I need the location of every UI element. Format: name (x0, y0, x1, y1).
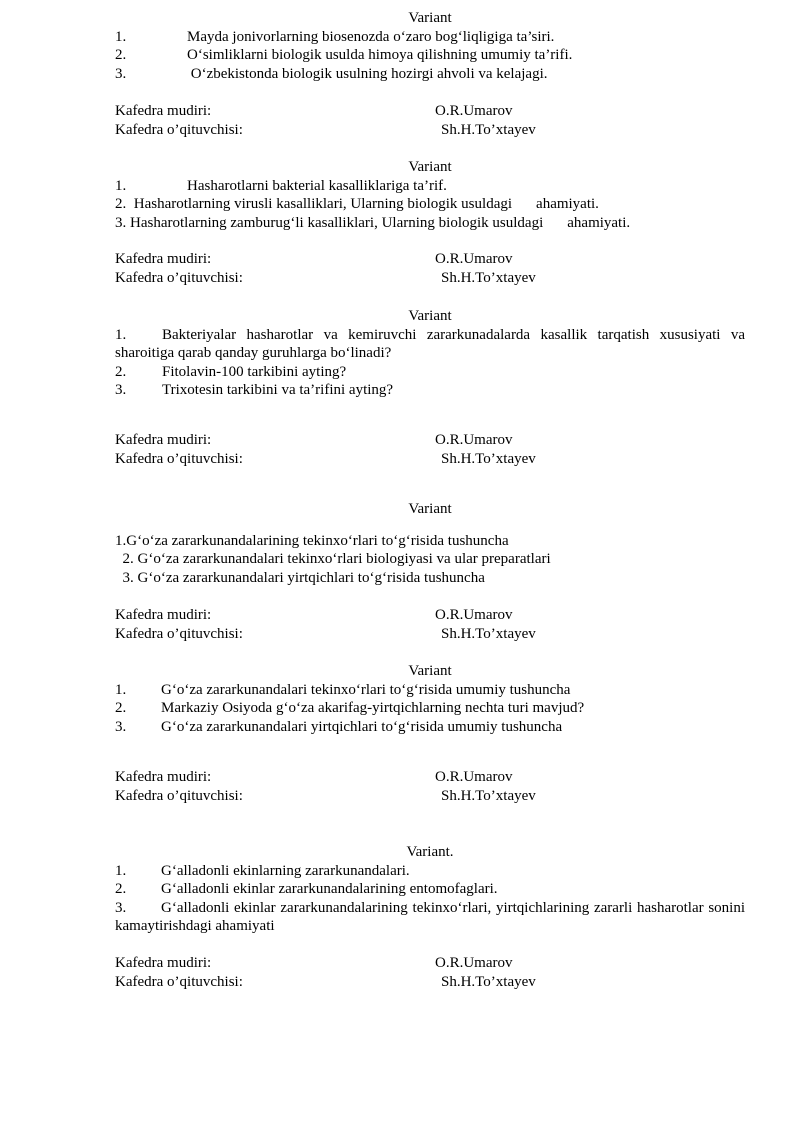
signature-block (115, 954, 745, 991)
head-label: Kafedra mudiri: (115, 103, 212, 119)
teacher-name: Sh.H.To’xtayev (441, 121, 536, 138)
question-item: 1. G‘o‘za zararkunandalari tekinxo‘rlari to‘g‘risida umumiy tushuncha (115, 681, 571, 698)
teacher-label: Kafedra o’qituvchisi: (115, 450, 243, 467)
question-item: 1. Mayda jonivorlarning biosenozda o‘zaro bog‘liqligiga ta’siri. (115, 28, 555, 45)
variant-section-2 (115, 158, 745, 232)
question-item: 2. Hasharotlarning virusli kasalliklari, Ularning biologik usuldagi ahamiyati. (115, 196, 599, 213)
question-item: 3. G‘o‘za zararkunandalari yirtqichlari to‘g‘risida tushuncha (115, 569, 485, 586)
teacher-name: Sh.H.To’xtayev (441, 787, 536, 804)
head-name: O.R.Umarov (435, 251, 513, 267)
question-item: 1. Bakteriyalar hasharotlar va kemiruvchi zararkunadalarda kasallik tarqatish xususiyati va sharoitiga qarab qanday guruhlarga bo‘linadi? (115, 326, 745, 362)
head-label: Kafedra mudiri: (115, 769, 212, 785)
question-item: 2. Fitolavin-100 tarkibini ayting? (115, 363, 347, 380)
variant-title: Variant (408, 663, 452, 679)
variant-section-3 (115, 307, 745, 400)
signature-block (115, 431, 745, 468)
variant-title: Variant. (406, 844, 454, 860)
question-item: 3. Hasharotlarning zamburug‘li kasalliklari, Ularning biologik usuldagi ahamiyati. (115, 214, 631, 231)
teacher-name: Sh.H.To’xtayev (441, 973, 536, 990)
head-name: O.R.Umarov (435, 103, 513, 119)
question-item: 3. G‘alladonli ekinlar zararkunandalarining tekinxo‘rlari, yirtqichlarining zararli hasharotlar sonini kamaytirishdagi ahamiyati (115, 899, 745, 935)
variant-title: Variant (408, 501, 452, 517)
teacher-label: Kafedra o’qituvchisi: (115, 121, 243, 138)
variant-section-5 (115, 662, 745, 736)
variant-section-4 (115, 500, 745, 587)
question-item: 3. Trixotesin tarkibini va ta’rifini ayting? (115, 382, 394, 399)
question-item: 3. O‘zbekistonda biologik usulning hozirgi ahvoli va kelajagi. (115, 65, 548, 82)
head-name: O.R.Umarov (435, 607, 513, 623)
variant-section-6 (115, 843, 745, 936)
teacher-name: Sh.H.To’xtayev (441, 625, 536, 642)
signature-block (115, 768, 745, 805)
head-label: Kafedra mudiri: (115, 432, 212, 448)
question-item: 1. G‘alladonli ekinlarning zararkunandalari. (115, 862, 410, 879)
signature-block (115, 250, 745, 287)
variant-section-1 (115, 9, 745, 83)
head-name: O.R.Umarov (435, 955, 513, 971)
head-label: Kafedra mudiri: (115, 251, 212, 267)
teacher-label: Kafedra o’qituvchisi: (115, 973, 243, 990)
teacher-name: Sh.H.To’xtayev (441, 450, 536, 467)
question-item: 2. G‘alladonli ekinlar zararkunandalarining entomofaglari. (115, 881, 498, 898)
head-name: O.R.Umarov (435, 432, 513, 448)
signature-block (115, 606, 745, 643)
head-name: O.R.Umarov (435, 769, 513, 785)
question-item: 3. G‘o‘za zararkunandalari yirtqichlari to‘g‘risida umumiy tushuncha (115, 718, 563, 735)
variant-title: Variant (408, 10, 452, 26)
question-item: 1. Hasharotlarni bakterial kasalliklariga ta’rif. (115, 177, 447, 194)
teacher-label: Kafedra o’qituvchisi: (115, 625, 243, 642)
question-item: 1.G‘o‘za zararkunandalarining tekinxo‘rlari to‘g‘risida tushuncha (115, 532, 509, 549)
variant-title: Variant (408, 308, 452, 324)
head-label: Kafedra mudiri: (115, 607, 212, 623)
variant-title: Variant (408, 159, 452, 175)
signature-block (115, 102, 745, 139)
question-item: 2. O‘simliklarni biologik usulda himoya qilishning umumiy ta’rifi. (115, 47, 573, 64)
question-item: 2. Markaziy Osiyoda g‘o‘za akarifag-yirtqichlarning nechta turi mavjud? (115, 700, 585, 717)
teacher-name: Sh.H.To’xtayev (441, 269, 536, 286)
teacher-label: Kafedra o’qituvchisi: (115, 269, 243, 286)
question-item: 2. G‘o‘za zararkunandalari tekinxo‘rlari biologiyasi va ular preparatlari (115, 551, 551, 568)
teacher-label: Kafedra o’qituvchisi: (115, 787, 243, 804)
head-label: Kafedra mudiri: (115, 955, 212, 971)
